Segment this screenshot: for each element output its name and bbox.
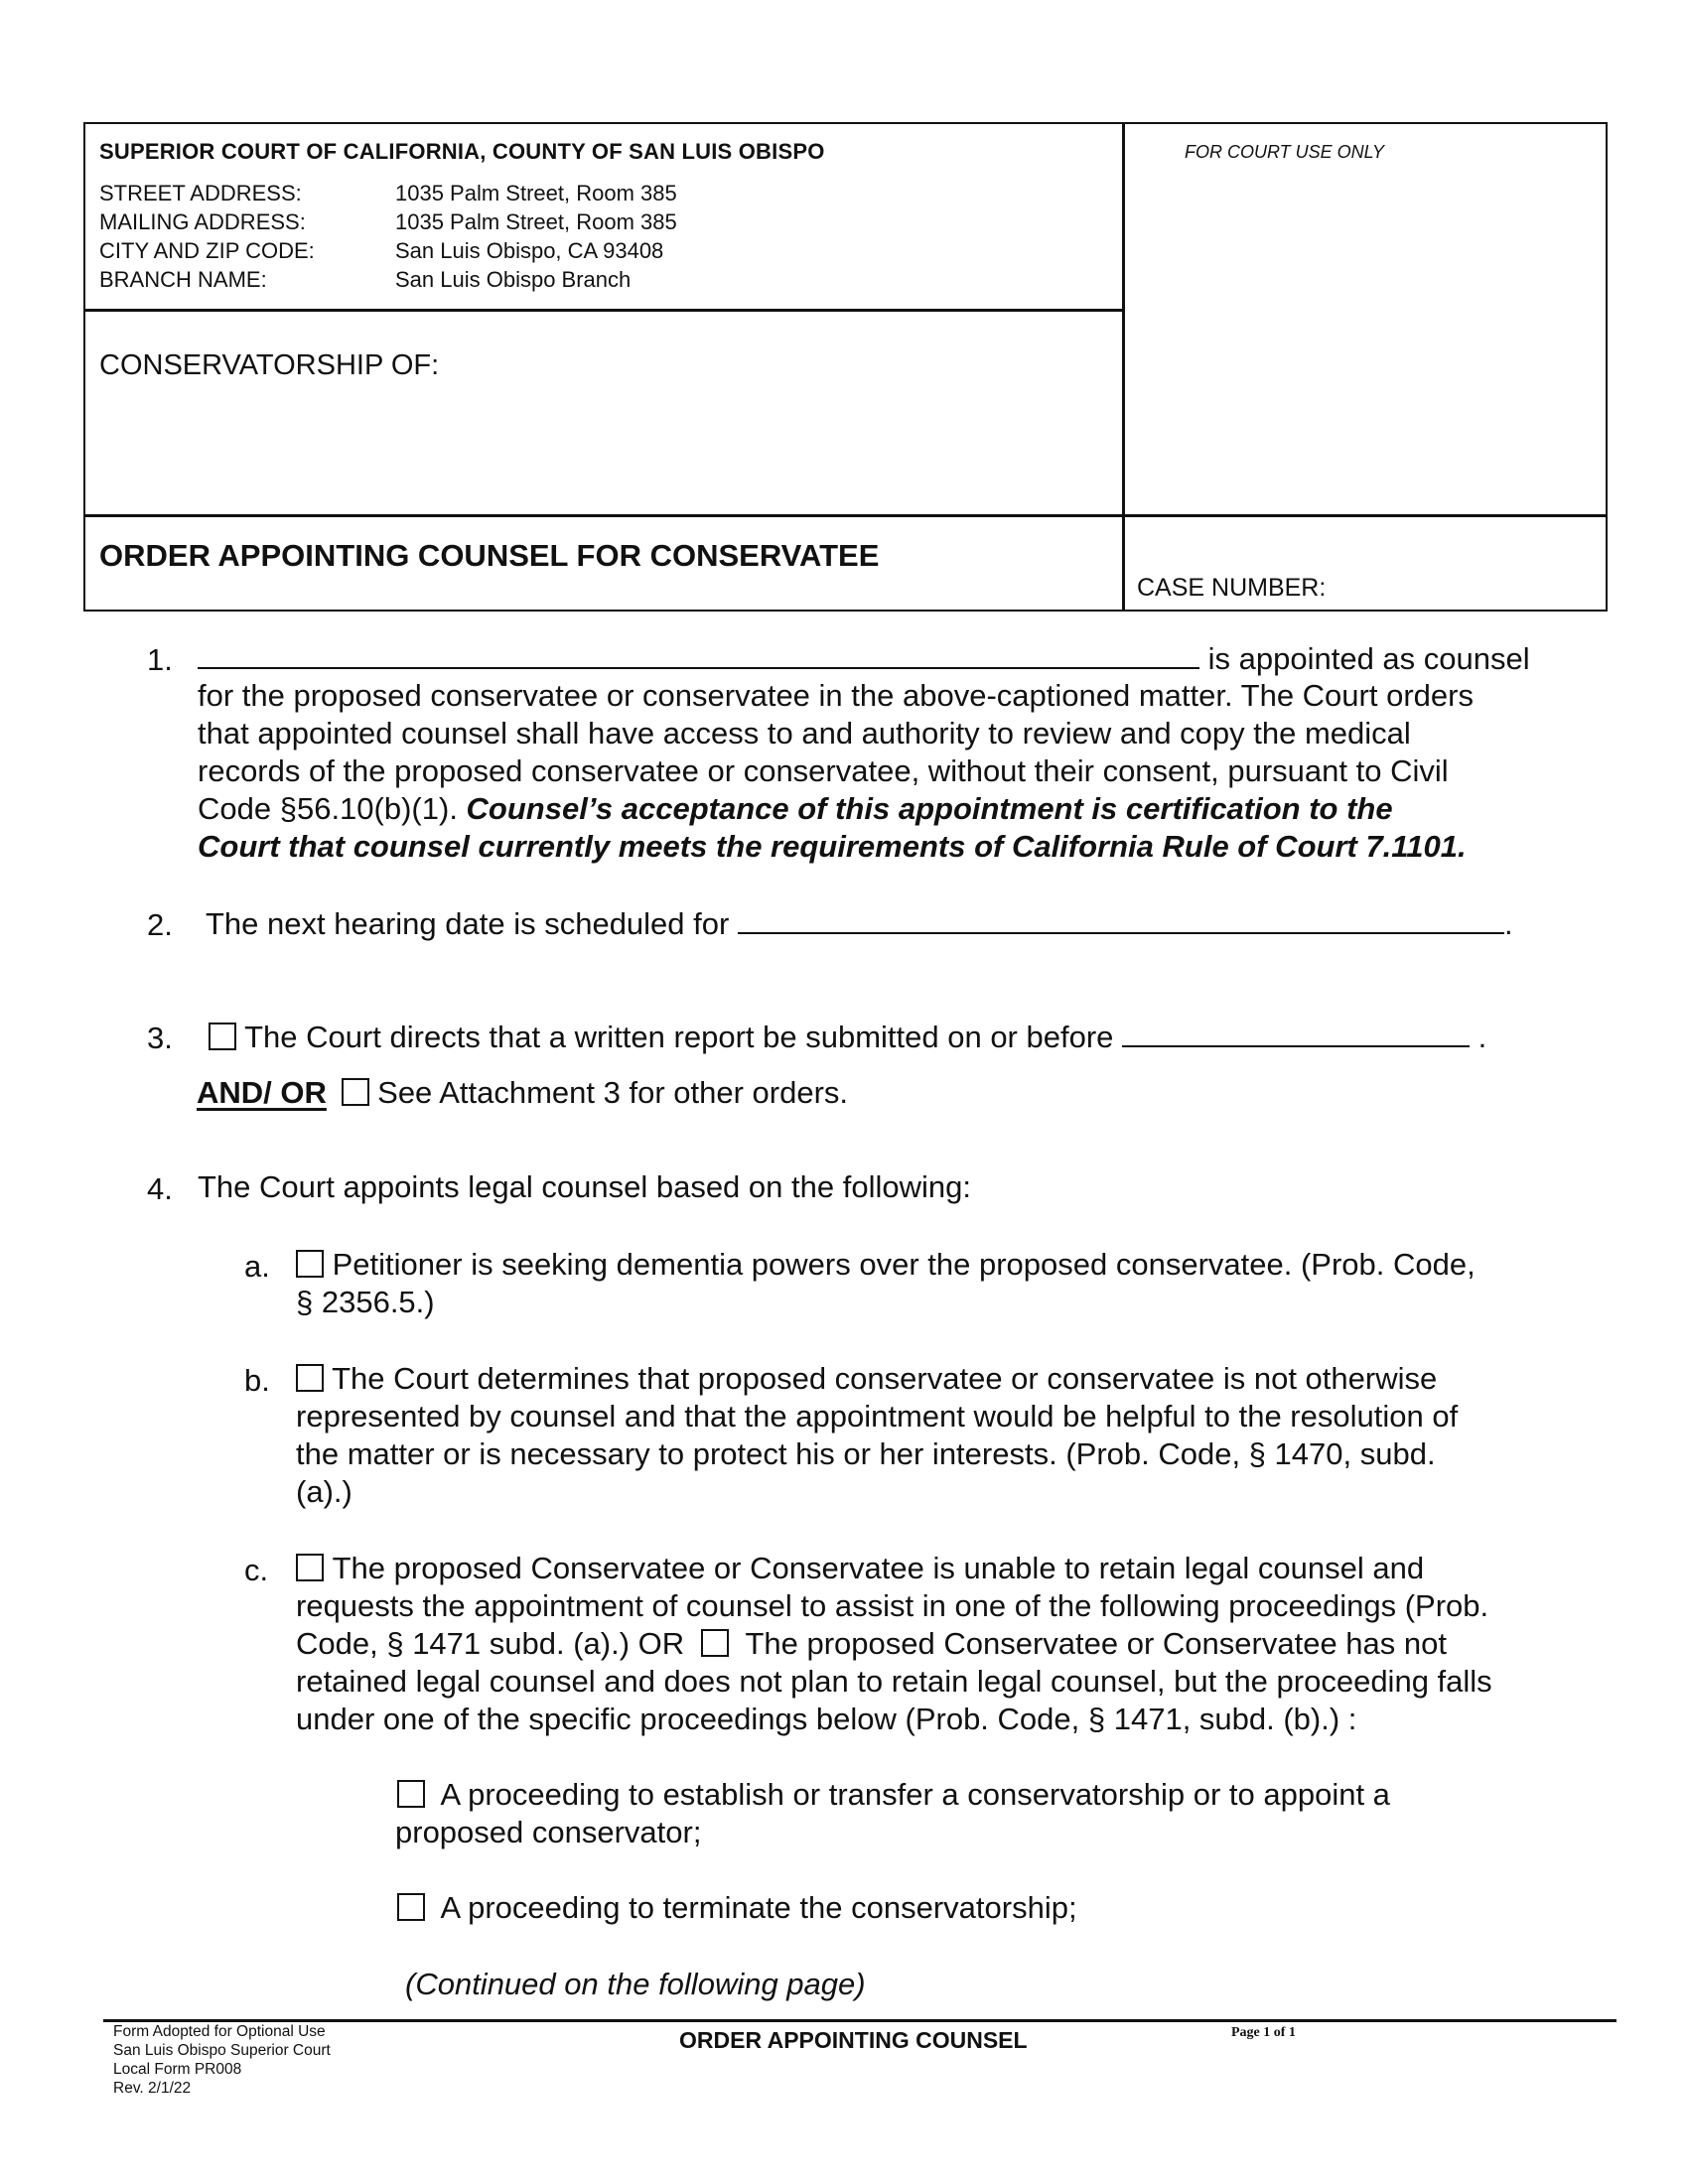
order-title: ORDER APPOINTING COUNSEL FOR CONSERVATEE (99, 538, 880, 573)
item-4c-text: The proposed Conservatee or Conservatee is unable to retain legal counsel and (332, 1551, 1425, 1585)
report-checkbox[interactable] (209, 1023, 236, 1050)
item-2-text: The next hearing date is scheduled for (206, 906, 730, 941)
footer-title: ORDER APPOINTING COUNSEL (679, 2027, 1028, 2053)
item-4b-line-4: (a).) (296, 1474, 352, 1509)
item-4c-letter: c. (244, 1553, 269, 1587)
item-2-number: 2. (147, 907, 173, 942)
item-4c-line-5: under one of the specific proceedings below (Prob. Code, § 1471, subd. (b).) : (296, 1702, 1357, 1736)
case-number-label: CASE NUMBER: (1137, 574, 1327, 602)
proceeding-establish-checkbox[interactable] (397, 1780, 425, 1808)
item-4b-letter: b. (244, 1363, 270, 1398)
footer-form-info (113, 2022, 331, 2098)
item-3-text: The Court directs that a written report be submitted on or before (244, 1020, 1114, 1054)
item-4c-line-4: retained legal counsel and does not plan to retain legal counsel, but the proceeding falls (296, 1664, 1492, 1699)
conservatorship-of-label: CONSERVATORSHIP OF: (99, 349, 440, 381)
item-4c-line-3-pre: Code, § 1471 subd. (a).) OR (296, 1626, 685, 1661)
item-4b-line-1 (296, 1360, 1437, 1398)
item-1-certification-a: Counsel’s acceptance of this appointment is certification to the (466, 791, 1393, 826)
item-4b-line-2: represented by counsel and that the appointment would be helpful to the resolution of (296, 1399, 1459, 1433)
item-2-line (206, 904, 1513, 943)
footer-page-number: Page 1 of 1 (1231, 2025, 1296, 2040)
item-4c-line-1 (296, 1550, 1424, 1587)
item-4c-line-3 (296, 1625, 1447, 1663)
and-or-label: AND/ OR (197, 1075, 327, 1110)
unable-to-retain-checkbox[interactable] (296, 1554, 324, 1581)
item-1-code-cite: Code §56.10(b)(1). (198, 791, 467, 826)
branch-name-value: San Luis Obispo Branch (395, 267, 632, 292)
court-name: SUPERIOR COURT OF CALIFORNIA, COUNTY OF SAN LUIS OBISPO (99, 139, 825, 164)
footer-form-line-4: Rev. 2/1/22 (113, 2080, 192, 2097)
item-1-line-2: for the proposed conservatee or conservatee in the above-captioned matter. The Court orders (198, 678, 1474, 713)
proceeding-establish-text: A proceeding to establish or transfer a conservatorship or to appoint a (440, 1777, 1390, 1812)
item-3-attachment-line (197, 1074, 848, 1112)
continued-note: (Continued on the following page) (405, 1967, 866, 2001)
footer-form-line-1: Form Adopted for Optional Use (113, 2023, 326, 2040)
counsel-name-blank[interactable] (198, 639, 1199, 669)
item-4a-line-2: § 2356.5.) (296, 1285, 435, 1319)
item-2-period: . (1503, 906, 1513, 941)
item-1-line-4: records of the proposed conservatee or conservatee, without their consent, pursuant to Civil (198, 753, 1449, 788)
branch-name-label: BRANCH NAME: (99, 267, 267, 292)
proceeding-terminate-text: A proceeding to terminate the conservatorship; (440, 1890, 1077, 1925)
item-4-intro: The Court appoints legal counsel based on the following: (198, 1169, 971, 1204)
caption-divider-title (83, 514, 1608, 517)
item-4-number: 4. (147, 1171, 173, 1206)
not-retained-checkbox[interactable] (701, 1629, 729, 1657)
mailing-address-label: MAILING ADDRESS: (99, 209, 306, 234)
item-1-line-1 (198, 639, 1530, 678)
hearing-date-blank[interactable] (738, 904, 1504, 934)
item-4c-line-2: requests the appointment of counsel to assist in one of the following proceedings (Prob. (296, 1588, 1489, 1623)
item-1-line-3: that appointed counsel shall have access to and authority to review and copy the medical (198, 716, 1411, 751)
not-represented-checkbox[interactable] (296, 1364, 324, 1392)
item-3-number: 3. (147, 1021, 173, 1055)
dementia-powers-checkbox[interactable] (296, 1250, 324, 1278)
item-1-line-5 (198, 790, 1393, 828)
mailing-address-value: 1035 Palm Street, Room 385 (395, 209, 677, 234)
footer-form-line-2: San Luis Obispo Superior Court (113, 2042, 331, 2059)
city-zip-label: CITY AND ZIP CODE: (99, 238, 315, 263)
footer-form-line-3: Local Form PR008 (113, 2061, 242, 2078)
attachment-checkbox[interactable] (342, 1078, 369, 1106)
item-3-period: . (1477, 1020, 1487, 1054)
item-4a-letter: a. (244, 1249, 270, 1284)
item-1-suffix: is appointed as counsel (1207, 641, 1530, 676)
item-4b-text: The Court determines that proposed conservatee or conservatee is not otherwise (332, 1361, 1438, 1396)
caption-divider-address (83, 309, 1125, 312)
item-1-number: 1. (147, 642, 173, 677)
city-zip-value: San Luis Obispo, CA 93408 (395, 238, 664, 263)
report-date-blank[interactable] (1122, 1018, 1470, 1047)
item-1-certification-b: Court that counsel currently meets the requirements of California Rule of Court 7.1101. (198, 829, 1467, 864)
item-4c-line-3-post: The proposed Conservatee or Conservatee has not (745, 1626, 1447, 1661)
item-3-line (209, 1018, 1486, 1056)
street-address-value: 1035 Palm Street, Room 385 (395, 181, 677, 205)
caption-vertical-divider (1122, 122, 1125, 612)
proceeding-terminate-line (397, 1889, 1077, 1927)
item-4a-line-1 (296, 1246, 1476, 1284)
street-address-label: STREET ADDRESS: (99, 181, 302, 205)
attachment-text: See Attachment 3 for other orders. (377, 1075, 849, 1110)
item-4a-text: Petitioner is seeking dementia powers over the proposed conservatee. (Prob. Code, (332, 1247, 1476, 1282)
proceeding-establish-line-2: proposed conservator; (395, 1815, 702, 1849)
proceeding-terminate-checkbox[interactable] (397, 1893, 425, 1921)
proceeding-establish-line-1 (397, 1776, 1390, 1814)
item-4b-line-3: the matter or is necessary to protect his or her interests. (Prob. Code, § 1470, subd. (296, 1436, 1436, 1471)
court-use-only-label: FOR COURT USE ONLY (1185, 142, 1385, 162)
